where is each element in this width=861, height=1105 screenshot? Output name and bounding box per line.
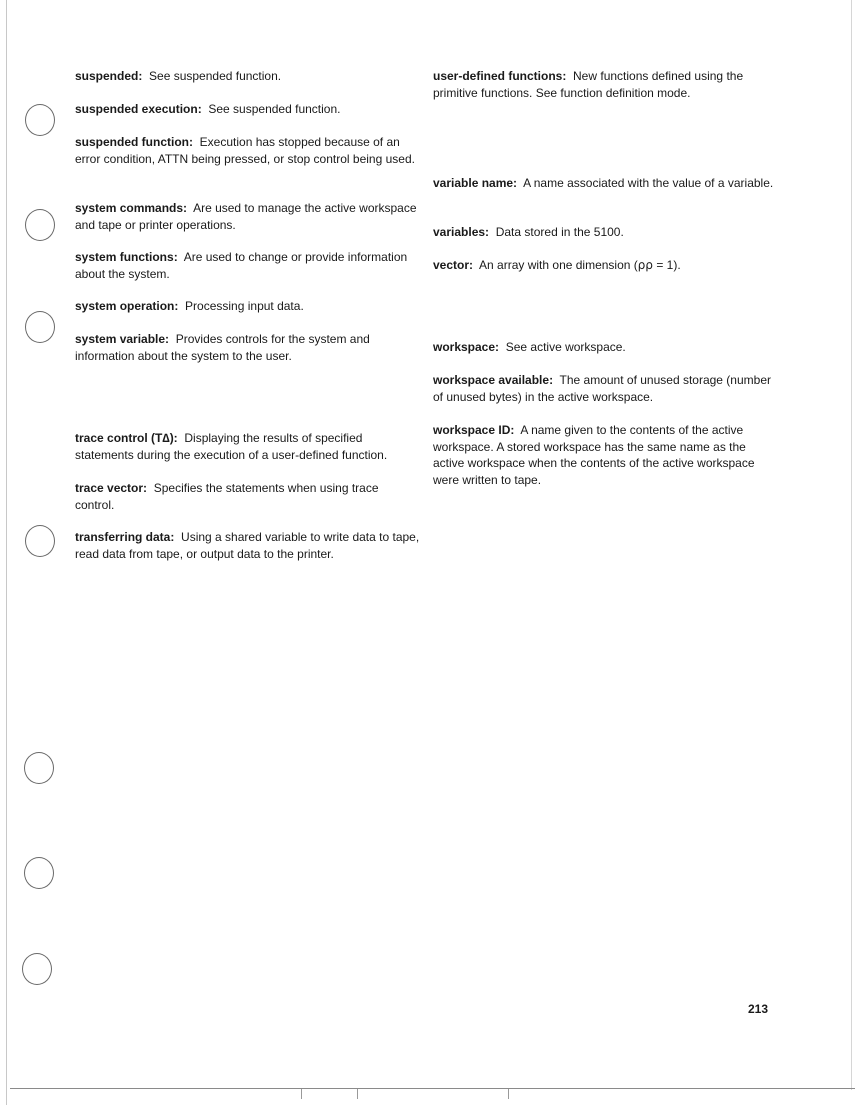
- glossary-definition: An array with one dimension (⍴⍴ = 1).: [479, 258, 681, 272]
- binder-hole-icon: [25, 311, 55, 343]
- glossary-entry: [433, 68, 778, 101]
- binder-hole-icon: [22, 953, 52, 985]
- page-bottom-tick: [301, 1089, 302, 1099]
- glossary-entry: [75, 480, 420, 513]
- glossary-entry: [433, 257, 778, 274]
- binder-hole-icon: [24, 857, 54, 889]
- page-bottom-rule: [10, 1088, 855, 1089]
- glossary-term: user-defined functions:: [433, 69, 567, 83]
- glossary-definition: Displaying the results of specified statements during the execution of a user-defined function.: [75, 431, 388, 462]
- binder-hole-icon: [25, 104, 55, 136]
- glossary-entry: [75, 134, 420, 167]
- page-bottom-tick: [357, 1089, 358, 1099]
- glossary-entry: [75, 298, 420, 315]
- glossary-term: system variable:: [75, 332, 170, 346]
- glossary-term: system operation:: [75, 299, 179, 313]
- glossary-term: suspended:: [75, 69, 143, 83]
- glossary-entry: [433, 339, 778, 356]
- glossary-entry: [433, 422, 778, 488]
- glossary-entry: [75, 68, 420, 85]
- glossary-definition: Are used to change or provide information about the system.: [75, 250, 408, 281]
- glossary-entry: [433, 175, 778, 192]
- glossary-term: trace control (T∆):: [75, 431, 178, 445]
- glossary-term: variables:: [433, 225, 490, 239]
- glossary-entry: [75, 200, 420, 233]
- glossary-definition: New functions defined using the primitive functions. See function definition mode.: [433, 69, 744, 100]
- glossary-definition: See suspended function.: [149, 69, 282, 83]
- page-number: 213: [748, 1002, 769, 1016]
- glossary-definition: The amount of unused storage (number of unused bytes) in the active workspace.: [433, 373, 771, 404]
- glossary-term: system commands:: [75, 201, 188, 215]
- glossary-definition: A name given to the contents of the active workspace. A stored workspace has the same name as the active workspace when the contents of the active workspace were written to tape.: [433, 423, 755, 487]
- glossary-term: workspace:: [433, 340, 500, 354]
- glossary-term: workspace available:: [433, 373, 554, 387]
- glossary-term: suspended execution:: [75, 102, 202, 116]
- glossary-term: variable name:: [433, 176, 518, 190]
- glossary-entry: [433, 372, 778, 405]
- binder-hole-icon: [24, 752, 54, 784]
- glossary-definition: Are used to manage the active workspace and tape or printer operations.: [75, 201, 417, 232]
- binder-hole-icon: [25, 209, 55, 241]
- glossary-entry: [75, 331, 420, 364]
- glossary-definition: See active workspace.: [505, 340, 626, 354]
- glossary-entry: [75, 529, 420, 562]
- glossary-term: workspace ID:: [433, 423, 515, 437]
- glossary-entry: [433, 224, 778, 241]
- glossary-entry: [75, 249, 420, 282]
- page-bottom-tick: [508, 1089, 509, 1099]
- glossary-definition: A name associated with the value of a variable.: [523, 176, 774, 190]
- glossary-term: suspended function:: [75, 135, 193, 149]
- glossary-term: system functions:: [75, 250, 178, 264]
- glossary-term: trace vector:: [75, 481, 148, 495]
- glossary-definition: Data stored in the 5100.: [495, 225, 624, 239]
- glossary-entry: [75, 101, 420, 118]
- glossary-term: transferring data:: [75, 530, 175, 544]
- glossary-definition: See suspended function.: [208, 102, 341, 116]
- glossary-definition: Processing input data.: [185, 299, 304, 313]
- glossary-term: vector:: [433, 258, 474, 272]
- glossary-definition: Provides controls for the system and information about the system to the user.: [75, 332, 370, 363]
- glossary-definition: Using a shared variable to write data to tape, read data from tape, or output data to the printer.: [75, 530, 420, 561]
- glossary-entry: [75, 430, 420, 463]
- page-right-edge: [851, 0, 852, 1090]
- glossary-definition: Specifies the statements when using trace control.: [75, 481, 379, 512]
- page-left-edge: [6, 0, 7, 1105]
- binder-hole-icon: [25, 525, 55, 557]
- glossary-definition: Execution has stopped because of an error condition, ATTN being pressed, or stop control being used.: [75, 135, 415, 166]
